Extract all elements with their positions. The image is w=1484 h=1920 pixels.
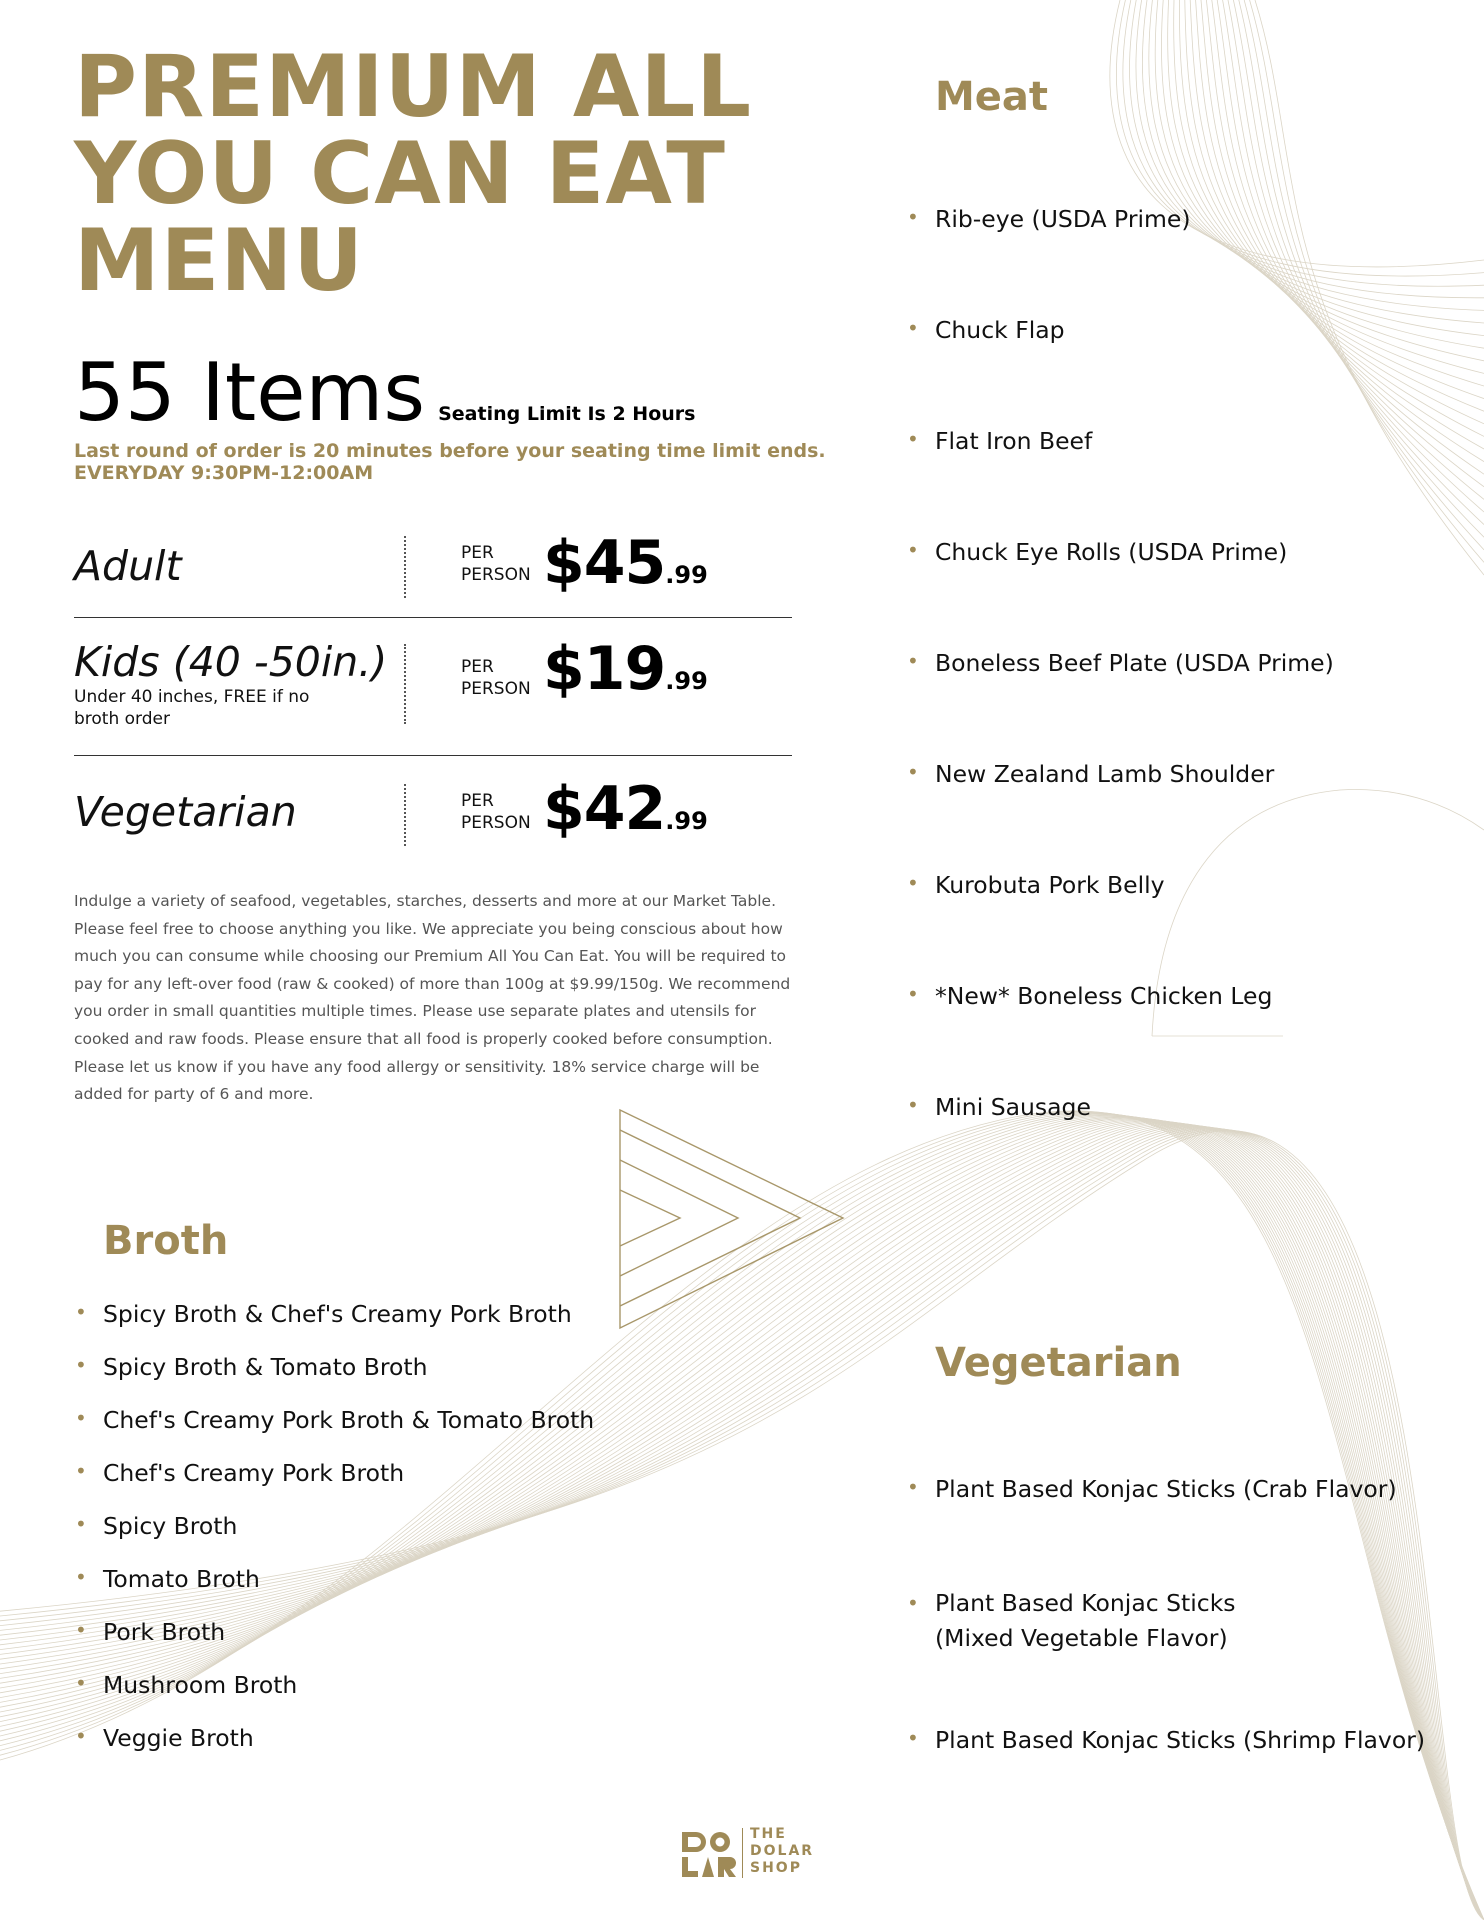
item-label: Mini Sausage bbox=[935, 1093, 1091, 1121]
price bbox=[543, 774, 708, 844]
list-item bbox=[75, 1406, 595, 1434]
price-dollars: $42 bbox=[543, 774, 666, 844]
bullet-icon: • bbox=[907, 1726, 919, 1750]
items-summary bbox=[74, 346, 695, 439]
chevron-decoration bbox=[620, 1110, 843, 1328]
item-label: Boneless Beef Plate (USDA Prime) bbox=[935, 649, 1334, 677]
wave-line bbox=[1217, 0, 1484, 487]
logo-mark-text: DO LAR bbox=[680, 1830, 684, 1831]
wave-line bbox=[1179, 0, 1484, 399]
item-label: Plant Based Konjac Sticks bbox=[935, 1589, 1236, 1617]
item-label: Mushroom Broth bbox=[103, 1671, 298, 1699]
title-line: MENU bbox=[74, 211, 365, 311]
brand-line: DOLAR bbox=[750, 1843, 815, 1859]
price-label: Kids (40 -50in.) bbox=[74, 638, 388, 686]
order-notice bbox=[74, 440, 826, 484]
price-row-adult bbox=[74, 528, 792, 602]
bullet-icon: • bbox=[75, 1512, 87, 1536]
seating-limit: Seating Limit Is 2 Hours bbox=[438, 403, 696, 425]
broth-title: Broth bbox=[103, 1218, 229, 1264]
brand-logo bbox=[680, 1826, 830, 1882]
vegetarian-title: Vegetarian bbox=[935, 1340, 1182, 1386]
bullet-icon: • bbox=[907, 1475, 919, 1499]
menu-title bbox=[74, 37, 753, 311]
item-label: Veggie Broth bbox=[103, 1724, 254, 1752]
price-note: Under 40 inches, FREE if no broth order bbox=[74, 687, 310, 729]
list-item bbox=[907, 205, 1191, 233]
bullet-icon: • bbox=[75, 1671, 87, 1695]
list-item bbox=[907, 871, 1165, 899]
policy-description: Indulge a variety of seafood, vegetables, starches, desserts and more at our Market Table. Please feel free to choose anything you like. We appreciate you being conscious about how much you can consume while choosing our Premium All You Can Eat. You will be required to pay for any left-over food (raw & cooked) of more than 100g at $9.99/150g. We recommend you order in small quantities multiple times. Please use separate plates and utensils for cooked and raw foods. Please ensure that all food is properly cooked before consumption. Please let us know if you have any food allergy or sensitivity. 18% service charge will be added for party of 6 and more. bbox=[74, 892, 791, 1104]
item-label: *New* Boneless Chicken Leg bbox=[935, 982, 1273, 1010]
bullet-icon: • bbox=[75, 1724, 87, 1748]
wave-line bbox=[1136, 0, 1484, 310]
brand-name bbox=[750, 1826, 814, 1877]
person-line: PERSON bbox=[461, 679, 531, 699]
top-right-wave-lines bbox=[1110, 0, 1484, 575]
divider bbox=[404, 784, 406, 846]
list-item bbox=[75, 1353, 428, 1381]
bullet-icon: • bbox=[907, 1591, 919, 1615]
item-label: Spicy Broth & Tomato Broth bbox=[103, 1353, 428, 1381]
list-item bbox=[75, 1724, 254, 1752]
brand-line: SHOP bbox=[750, 1860, 802, 1876]
item-label: Tomato Broth bbox=[103, 1565, 260, 1593]
brand-line: THE bbox=[750, 1826, 787, 1842]
price-dollars: $19 bbox=[543, 634, 666, 704]
person-line: PERSON bbox=[461, 813, 531, 833]
logo-mark-icon bbox=[680, 1830, 740, 1880]
wave-line bbox=[1239, 0, 1484, 537]
item-label: Chef's Creamy Pork Broth & Tomato Broth bbox=[103, 1406, 595, 1434]
list-item bbox=[907, 1093, 1091, 1121]
bullet-icon: • bbox=[907, 1093, 919, 1117]
bullet-icon: • bbox=[907, 205, 919, 229]
bullet-icon: • bbox=[75, 1459, 87, 1483]
meat-title: Meat bbox=[935, 74, 1049, 120]
item-label: Pork Broth bbox=[103, 1618, 226, 1646]
wave-line bbox=[1190, 0, 1484, 424]
opening-hours: EVERYDAY 9:30PM-12:00AM bbox=[74, 462, 374, 484]
bullet-icon: • bbox=[907, 427, 919, 451]
price-cents: .99 bbox=[665, 807, 708, 835]
bullet-icon: • bbox=[907, 316, 919, 340]
list-item bbox=[907, 760, 1275, 788]
price-label: Vegetarian bbox=[74, 788, 297, 836]
item-label: Spicy Broth bbox=[103, 1512, 238, 1540]
item-label: Kurobuta Pork Belly bbox=[935, 871, 1165, 899]
list-item bbox=[75, 1512, 238, 1540]
list-item bbox=[907, 1475, 1397, 1503]
item-label: Chef's Creamy Pork Broth bbox=[103, 1459, 405, 1487]
wave-line bbox=[1155, 0, 1484, 348]
list-item bbox=[75, 1300, 572, 1328]
person-line: PERSON bbox=[461, 565, 531, 585]
title-line: YOU CAN EAT bbox=[74, 124, 726, 224]
bullet-icon: • bbox=[907, 760, 919, 784]
item-label: Flat Iron Beef bbox=[935, 427, 1093, 455]
bullet-icon: • bbox=[75, 1565, 87, 1589]
bullet-icon: • bbox=[907, 538, 919, 562]
row-divider bbox=[74, 755, 792, 756]
per-person-label bbox=[461, 656, 531, 700]
list-item bbox=[75, 1618, 226, 1646]
price-cents: .99 bbox=[665, 561, 708, 589]
per-person-label bbox=[461, 790, 531, 834]
item-label: New Zealand Lamb Shoulder bbox=[935, 760, 1275, 788]
divider bbox=[404, 644, 406, 724]
list-item bbox=[907, 316, 1065, 344]
bullet-icon: • bbox=[75, 1618, 87, 1642]
wave-line bbox=[1223, 0, 1484, 499]
price-cents: .99 bbox=[665, 667, 708, 695]
price-row-vegetarian bbox=[74, 774, 792, 848]
list-item bbox=[75, 1459, 405, 1487]
item-label: Chuck Eye Rolls (USDA Prime) bbox=[935, 538, 1288, 566]
bullet-icon: • bbox=[907, 982, 919, 1006]
wave-line bbox=[1201, 0, 1484, 449]
price-dollars: $45 bbox=[543, 528, 666, 598]
wave-line bbox=[1168, 0, 1484, 373]
title-line: PREMIUM ALL bbox=[74, 37, 753, 137]
last-order-text: Last round of order is 20 minutes before your seating time limit ends. bbox=[74, 440, 826, 462]
bullet-icon: • bbox=[907, 871, 919, 895]
price bbox=[543, 634, 708, 704]
price-row-kids bbox=[74, 634, 792, 729]
wave-line bbox=[1255, 0, 1484, 575]
per-person-label bbox=[461, 542, 531, 586]
list-item bbox=[907, 427, 1093, 455]
list-item bbox=[907, 538, 1288, 566]
item-label: Plant Based Konjac Sticks (Shrimp Flavor) bbox=[935, 1726, 1426, 1754]
row-divider bbox=[74, 617, 792, 618]
logo-divider bbox=[742, 1828, 743, 1878]
price-label: Adult bbox=[74, 542, 182, 590]
per-line: PER bbox=[461, 657, 494, 677]
per-line: PER bbox=[461, 791, 494, 811]
list-item bbox=[75, 1671, 298, 1699]
list-item bbox=[907, 1586, 1236, 1656]
items-count: 55 Items bbox=[74, 346, 426, 439]
wave-line bbox=[1233, 0, 1484, 525]
item-label: Chuck Flap bbox=[935, 316, 1065, 344]
bullet-icon: • bbox=[907, 649, 919, 673]
wave-line bbox=[1142, 0, 1484, 323]
wave-line bbox=[1123, 0, 1484, 286]
wave-line bbox=[1161, 0, 1484, 361]
item-label: Plant Based Konjac Sticks (Crab Flavor) bbox=[935, 1475, 1397, 1503]
list-item bbox=[907, 982, 1273, 1010]
per-line: PER bbox=[461, 543, 494, 563]
bullet-icon: • bbox=[75, 1406, 87, 1430]
wave-line bbox=[1206, 0, 1484, 462]
item-label: Spicy Broth & Chef's Creamy Pork Broth bbox=[103, 1300, 572, 1328]
bullet-icon: • bbox=[75, 1353, 87, 1377]
item-label: Rib-eye (USDA Prime) bbox=[935, 205, 1191, 233]
list-item bbox=[907, 1726, 1426, 1754]
divider bbox=[404, 536, 406, 598]
wave-line bbox=[1174, 0, 1484, 386]
wave-line bbox=[1129, 0, 1484, 298]
list-item bbox=[907, 649, 1334, 677]
list-item bbox=[75, 1565, 260, 1593]
price bbox=[543, 528, 708, 598]
item-label: (Mixed Vegetable Flavor) bbox=[935, 1624, 1228, 1652]
bullet-icon: • bbox=[75, 1300, 87, 1324]
